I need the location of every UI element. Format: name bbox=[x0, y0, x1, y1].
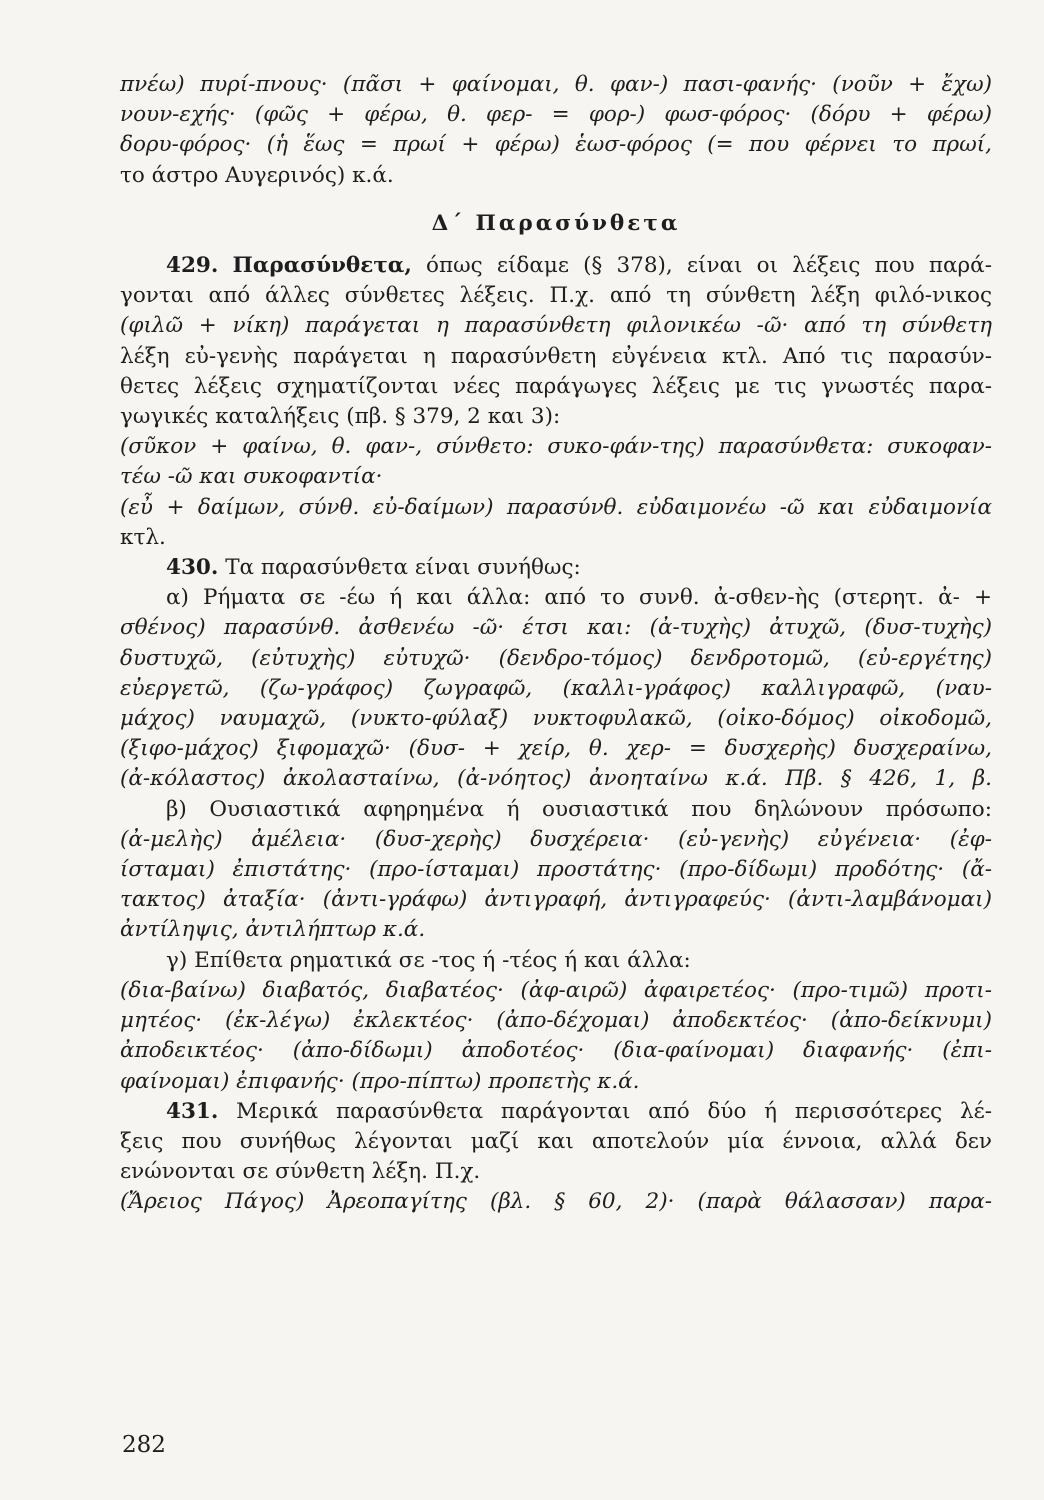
section-heading: Δ΄ Παρασύνθετα bbox=[431, 210, 681, 236]
text-line: Μερικά παρασύνθετα παράγονται από δύο ή περισσότερες λέ- bbox=[236, 1098, 992, 1124]
text-line: β) Ουσιαστικά αφηρημένα ή ουσιαστικά που δηλώνουν πρόσωπο: bbox=[166, 796, 992, 822]
text-line: φαίνομαι) ἐπιφανής· (προ-πίπτω) προπετὴς κ.ά. bbox=[120, 1068, 640, 1094]
paragraph-number: 430. bbox=[166, 555, 219, 581]
paragraph-number: 429. bbox=[166, 253, 219, 279]
paragraph-430-first-line bbox=[120, 553, 992, 583]
text-line: (δια-βαίνω) διαβατός, διαβατέος· (ἀφ-αιρῶ) ἀφαιρετέος· (προ-τιμῶ) προτι- bbox=[120, 977, 992, 1003]
text-line: (φιλῶ + νίκη) παράγεται η παρασύνθετη φιλονικέω -ῶ· από τη σύνθετη bbox=[120, 313, 992, 339]
text-line: τέω -ῶ και συκοφαντία· bbox=[120, 464, 383, 490]
text-line: θετες λέξεις σχηματίζονται νέες παράγωγες λέξεις με τις γνωστές παρα- bbox=[120, 373, 992, 399]
text-line: δορυ-φόρος· (ἡ ἕως = πρωί + φέρω) ἑωσ-φόρος (= που φέρνει το πρωί, bbox=[120, 132, 992, 158]
text-line: ξεις που συνήθως λέγονται μαζί και αποτελούν μία έννοια, αλλά δεν bbox=[120, 1128, 992, 1154]
text-line: μάχος) ναυμαχῶ, (νυκτο-φύλαξ) νυκτοφυλακῶ, (οἰκο-δόμος) οἰκοδομῶ, bbox=[120, 706, 992, 732]
text-line: νουν-εχής· (φῶς + φέρω, θ. φερ- = φορ-) φωσ-φόρος· (δόρυ + φέρω) bbox=[120, 102, 992, 128]
text-line: (ξιφο-μάχος) ξιφομαχῶ· (δυσ- + χείρ, θ. χερ- = δυσχερὴς) δυσχεραίνω, bbox=[120, 736, 992, 762]
text-line: ἀποδεικτέος· (ἀπο-δίδωμι) ἀποδοτέος· (δια-φαίνομαι) διαφανής· (ἐπι- bbox=[120, 1038, 992, 1064]
text-line: κτλ. bbox=[120, 524, 166, 550]
text-line: (ἀ-κόλαστος) ἀκολασταίνω, (ἀ-νόητος) ἀνοηταίνω κ.ά. Πβ. § 426, 1, β. bbox=[120, 766, 992, 792]
text-line: εὐεργετῶ, (ζω-γράφος) ζωγραφῶ, (καλλι-γράφος) καλλιγραφῶ, (ναυ- bbox=[120, 675, 992, 701]
text-line: δυστυχῶ, (εὐτυχὴς) εὐτυχῶ· (δενδρο-τόμος) δενδροτομῶ, (εὐ-εργέτης) bbox=[120, 645, 992, 671]
page-number: 282 bbox=[122, 1432, 166, 1458]
text-line: γωγικές καταλήξεις (πβ. § 379, 2 και 3): bbox=[120, 404, 561, 430]
text-line: γ) Επίθετα ρηματικά σε -τος ή -τέος ή και άλλα: bbox=[166, 947, 691, 973]
text-line: Τα παρασύνθετα είναι συνήθως: bbox=[225, 555, 581, 581]
text-line: ίσταμαι) ἐπιστάτης· (προ-ίσταμαι) προστάτης· (προ-δίδωμι) προδότης· (ἄ- bbox=[120, 857, 992, 883]
text-line: (Ἄρειος Πάγος) Ἀρεοπαγίτης (βλ. § 60, 2)· (παρὰ θάλασσαν) παρα- bbox=[120, 1189, 992, 1215]
term: Παρασύνθετα, bbox=[232, 253, 412, 279]
text-line: πνέω) πυρί-πνους· (πᾶσι + φαίνομαι, θ. φαν-) πασι-φανής· (νοῦν + ἔχω) bbox=[120, 72, 992, 97]
text-line: (σῦκον + φαίνω, θ. φαν-, σύνθετο: συκο-φάν-της) παρασύνθετα: συκοφαν- bbox=[120, 434, 992, 460]
text-line: όπως είδαμε (§ 378), είναι οι λέξεις που παρά- bbox=[426, 253, 992, 279]
text-line: μητέος· (ἐκ-λέγω) ἐκλεκτέος· (ἀπο-δέχομαι) ἀποδεκτέος· (ἀπο-δείκνυμι) bbox=[120, 1008, 992, 1034]
text-line: σθένος) παρασύνθ. ἀσθενέω -ῶ· έτσι και: (ἀ-τυχὴς) ἀτυχῶ, (δυσ-τυχὴς) bbox=[120, 615, 992, 641]
text-line: ενώνονται σε σύνθετη λέξη. Π.χ. bbox=[120, 1159, 481, 1185]
text-line: (εὖ + δαίμων, σύνθ. εὐ-δαίμων) παρασύνθ. εὐδαιμονέω -ῶ και εὐδαιμονία bbox=[120, 494, 992, 520]
paragraph-431-first-line bbox=[120, 1097, 992, 1127]
page-body bbox=[120, 70, 992, 1218]
text-line: (ἀ-μελὴς) ἀμέλεια· (δυσ-χερὴς) δυσχέρεια· (εὐ-γενὴς) εὐγένεια· (ἐφ- bbox=[120, 826, 992, 852]
text-line: λέξη εὐ-γενὴς παράγεται η παρασύνθετη εὐγένεια κτλ. Από τις παρασύν- bbox=[120, 343, 992, 369]
text-line: τακτος) ἀταξία· (ἀντι-γράφω) ἀντιγραφή, ἀντιγραφεύς· (ἀντι-λαμβάνομαι) bbox=[120, 887, 992, 913]
text-line: ἀντίληψις, ἀντιλήπτωρ κ.ά. bbox=[120, 917, 426, 943]
paragraph-number: 431. bbox=[166, 1098, 219, 1124]
text-line: γονται από άλλες σύνθετες λέξεις. Π.χ. από τη σύνθετη λέξη φιλό-νικος bbox=[120, 283, 992, 309]
text-line: α) Ρήματα σε -έω ή και άλλα: από το συνθ. ἀ-σθεν-ὴς (στερητ. ἀ- + bbox=[166, 585, 992, 611]
paragraph-429-first-line bbox=[120, 251, 992, 281]
text-line: το άστρο Αυγερινός) κ.ά. bbox=[120, 162, 394, 188]
